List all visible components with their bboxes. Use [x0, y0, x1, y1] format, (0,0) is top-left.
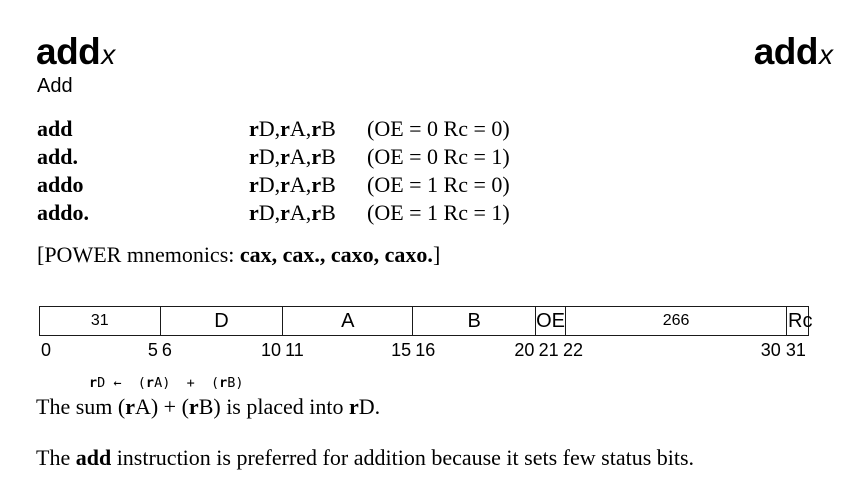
operands: rD,rA,rB: [249, 144, 336, 169]
field-label: D: [214, 309, 229, 332]
mnemonic-row: [37, 116, 597, 144]
instruction-title-left: [36, 31, 115, 73]
bit-number: 21: [538, 340, 559, 360]
encoding-field-D: [161, 307, 284, 335]
field-label: A: [341, 309, 355, 332]
bit-range-0-5: [39, 340, 160, 361]
mnemonic: addo: [37, 172, 84, 197]
field-label: OE: [536, 309, 565, 332]
bit-number-start: 11: [285, 340, 304, 360]
encoding-field-B: [413, 307, 536, 335]
mnemonic-table: [37, 116, 597, 228]
encoding-field-266: [566, 307, 787, 335]
field-label: 266: [662, 312, 690, 329]
operands: rD,rA,rB: [249, 172, 336, 197]
bit-range-21: [536, 340, 561, 361]
mnemonic: add: [37, 116, 73, 141]
bit-number-start: 6: [161, 340, 172, 360]
pseudocode-line: rD ← (rA) + (rB): [89, 375, 244, 391]
condition-flags: (OE = 1 Rc = 1): [367, 200, 510, 225]
encoding-field-A: [283, 307, 413, 335]
power-mnemonics-note: [POWER mnemonics: cax, cax., caxo, caxo.]: [37, 242, 441, 267]
note-line: The add instruction is preferred for addition because it sets few status bits.: [36, 445, 695, 470]
bit-range-16-20: [413, 340, 536, 361]
condition-flags: (OE = 0 Rc = 0): [367, 116, 510, 141]
bit-number-end: 10: [261, 340, 282, 360]
bit-number-start: 0: [41, 340, 52, 360]
mnemonic-row: [37, 200, 597, 228]
description-line: The sum (rA) + (rB) is placed into rD.: [36, 394, 381, 419]
field-label: B: [467, 309, 481, 332]
bit-number-end: 20: [514, 340, 535, 360]
encoding-bit-numbers-row: [39, 340, 809, 361]
field-label: Rc: [788, 309, 813, 332]
bit-range-6-10: [160, 340, 283, 361]
title-mnemonic: add: [36, 31, 101, 72]
operands: rD,rA,rB: [249, 200, 336, 225]
encoding-field-Rc: [787, 307, 813, 335]
bit-number-end: 30: [760, 340, 781, 360]
bit-number-start: 16: [415, 340, 436, 360]
condition-flags: (OE = 0 Rc = 1): [367, 144, 510, 169]
bit-number-start: 22: [563, 340, 584, 360]
encoding-field-OE: [536, 307, 566, 335]
condition-flags: (OE = 1 Rc = 0): [367, 172, 510, 197]
title-mnemonic: add: [753, 31, 818, 72]
instruction-encoding-diagram: [39, 306, 813, 361]
encoding-field-31: [40, 307, 161, 335]
bit-number-end: 5: [147, 340, 158, 360]
bit-range-11-15: [283, 340, 413, 361]
instruction-title-right: [754, 31, 833, 73]
instruction-name: Add: [37, 75, 73, 97]
mnemonic-row: [37, 172, 597, 200]
bit-range-31: [783, 340, 809, 361]
operands: rD,rA,rB: [249, 116, 336, 141]
mnemonic: add.: [37, 144, 78, 169]
title-variant-suffix: x: [101, 39, 116, 70]
bit-range-22-30: [561, 340, 783, 361]
title-variant-suffix: x: [819, 39, 833, 70]
mnemonic: addo.: [37, 200, 89, 225]
mnemonic-row: [37, 144, 597, 172]
encoding-fields-row: [39, 306, 813, 336]
field-label: 31: [90, 312, 109, 329]
bit-number-end: 15: [391, 340, 412, 360]
bit-number: 31: [785, 340, 806, 360]
